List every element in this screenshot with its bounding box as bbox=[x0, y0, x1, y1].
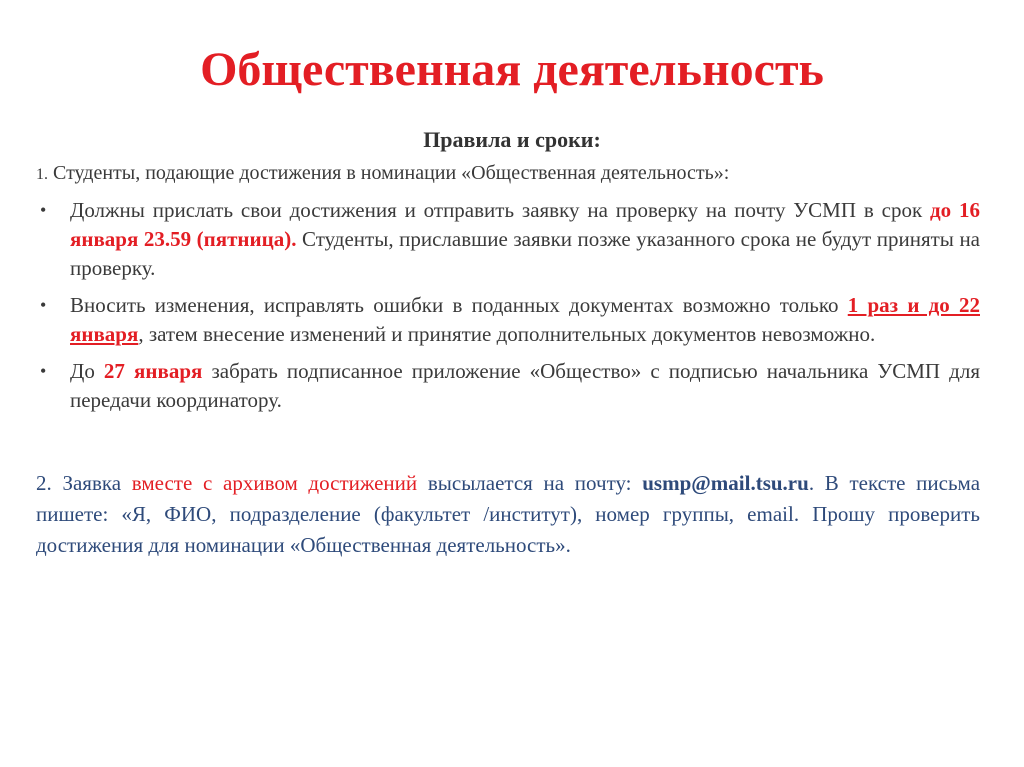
instruction-text: высылается на почту: bbox=[417, 471, 643, 495]
slide-title: Общественная деятельность bbox=[200, 43, 824, 96]
rule-text: Вносить изменения, исправлять ошибки в поданных документах возможно только bbox=[70, 293, 848, 317]
instruction-text: . В тексте письма пишете: «Я, ФИО, подразделение (факультет /институт), номер группы, email. Прошу проверить достижения для номинации «Общественная деятельность». bbox=[36, 471, 981, 557]
rule-text: , затем внесение изменений и принятие дополнительных документов невозможно. bbox=[138, 322, 876, 346]
rule-highlight: 1 раз и до 22 января bbox=[70, 293, 980, 346]
intro-text: Студенты, подающие достижения в номинации «Общественная деятельность»: bbox=[48, 162, 730, 184]
instruction-accent: вместе с архивом достижений bbox=[131, 471, 418, 495]
rule-text: забрать подписанное приложение «Общество» с подписью начальника УСМП для передачи координатору. bbox=[70, 359, 981, 412]
bullet-marker: • bbox=[40, 295, 47, 315]
rule-text: До bbox=[70, 359, 104, 383]
slide-subtitle: Правила и сроки: bbox=[423, 127, 601, 152]
rule-highlight: 27 января bbox=[103, 359, 203, 383]
bullet-marker: • bbox=[40, 361, 47, 381]
rule-item-pickup bbox=[36, 357, 980, 415]
intro-number: 1. bbox=[36, 166, 48, 183]
submission-instructions bbox=[36, 468, 980, 561]
rule-highlight: до 16 января 23.59 (пятница). bbox=[70, 198, 980, 251]
rule-item-deadline bbox=[36, 196, 980, 283]
rule-text: Должны прислать свои достижения и отправить заявку на проверку на почту УСМП в срок bbox=[70, 198, 931, 222]
rule-text: Студенты, приславшие заявки позже указанного срока не будут приняты на проверку. bbox=[70, 227, 981, 280]
intro-line bbox=[36, 160, 986, 188]
rules-list bbox=[36, 196, 980, 423]
bullet-marker: • bbox=[40, 200, 47, 220]
instruction-text: 2. Заявка bbox=[36, 471, 132, 495]
rule-item-changes bbox=[36, 291, 980, 349]
email-address: usmp@mail.tsu.ru bbox=[642, 471, 809, 495]
